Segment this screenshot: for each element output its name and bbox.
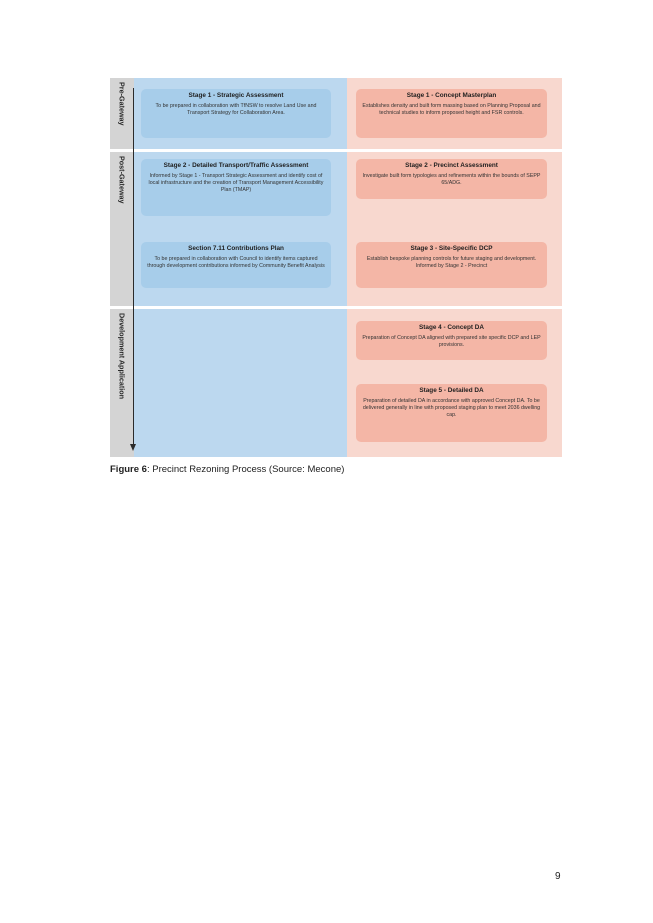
stage-1-strategic-assessment-box xyxy=(141,89,331,138)
caption-text: : Precinct Rezoning Process (Source: Mecone) xyxy=(146,464,345,475)
box-description: Informed by Stage 1 - Transport Strategic Assessment and identify cost of local infrastructure and the creation of Transport Management Accessibility Plan (TMAP) xyxy=(148,173,324,193)
figure-label: Figure 6 xyxy=(110,464,147,475)
box-title: Stage 2 - Precinct Assessment xyxy=(405,162,498,169)
row-divider xyxy=(110,306,562,309)
stage-2-precinct-assessment-box xyxy=(356,159,547,199)
row-label-post-gateway xyxy=(110,152,134,306)
stage-5-detailed-da-box xyxy=(356,384,547,442)
stage-3-site-specific-dcp-box xyxy=(356,242,547,288)
box-description: Establish bespoke planning controls for future staging and development. Informed by Stage 2 - Precinct xyxy=(366,256,537,269)
stage-1-concept-masterplan-box xyxy=(356,89,547,138)
process-flow-arrow xyxy=(133,88,134,448)
row-divider xyxy=(110,149,562,152)
box-description: Preparation of detailed DA in accordance with approved Concept DA. To be delivered generally in line with proposed staging plan to meet 2036 dwelling cap. xyxy=(362,398,541,418)
box-description: Investigate built form typologies and refinements within the bounds of SEPP 65/ADG. xyxy=(362,173,541,186)
row-label-text: Development Application xyxy=(117,313,127,399)
row-label-pre-gateway xyxy=(110,78,134,149)
precinct-rezoning-diagram xyxy=(110,78,562,457)
page-number: 9 xyxy=(555,871,561,882)
stage-4-concept-da-box xyxy=(356,321,547,360)
box-title: Stage 4 - Concept DA xyxy=(419,324,484,331)
box-title: Stage 2 - Detailed Transport/Traffic Assessment xyxy=(163,162,309,169)
box-title: Stage 1 - Strategic Assessment xyxy=(188,92,284,99)
box-description: Establishes density and built form massing based on Planning Proposal and technical studies to inform proposed height and FSR controls. xyxy=(362,103,541,116)
arrow-head-icon xyxy=(130,444,136,451)
box-description: To be prepared in collaboration with TfNSW to resolve Land Use and Transport Strategy for Collaboration Area. xyxy=(155,103,317,116)
row-label-text: Post-Gateway xyxy=(117,156,127,204)
row-label-text: Pre-Gateway xyxy=(117,82,127,126)
box-title: Stage 1 - Concept Masterplan xyxy=(406,92,497,99)
row-label-development-application xyxy=(110,309,134,457)
box-title: Stage 3 - Site-Specific DCP xyxy=(410,245,493,252)
box-description: Preparation of Concept DA aligned with prepared site specific DCP and LEP provisions. xyxy=(362,335,541,348)
box-title: Section 7.11 Contributions Plan xyxy=(188,245,284,252)
assessment-column-cell xyxy=(134,309,347,457)
stage-2-transport-assessment-box xyxy=(141,159,331,216)
box-description: To be prepared in collaboration with Council to identify items captured through development contributions informed by Community Benefit Analysis xyxy=(147,256,325,269)
figure-caption xyxy=(110,464,344,475)
section-7-11-contributions-plan-box xyxy=(141,242,331,288)
box-title: Stage 5 - Detailed DA xyxy=(419,387,484,394)
